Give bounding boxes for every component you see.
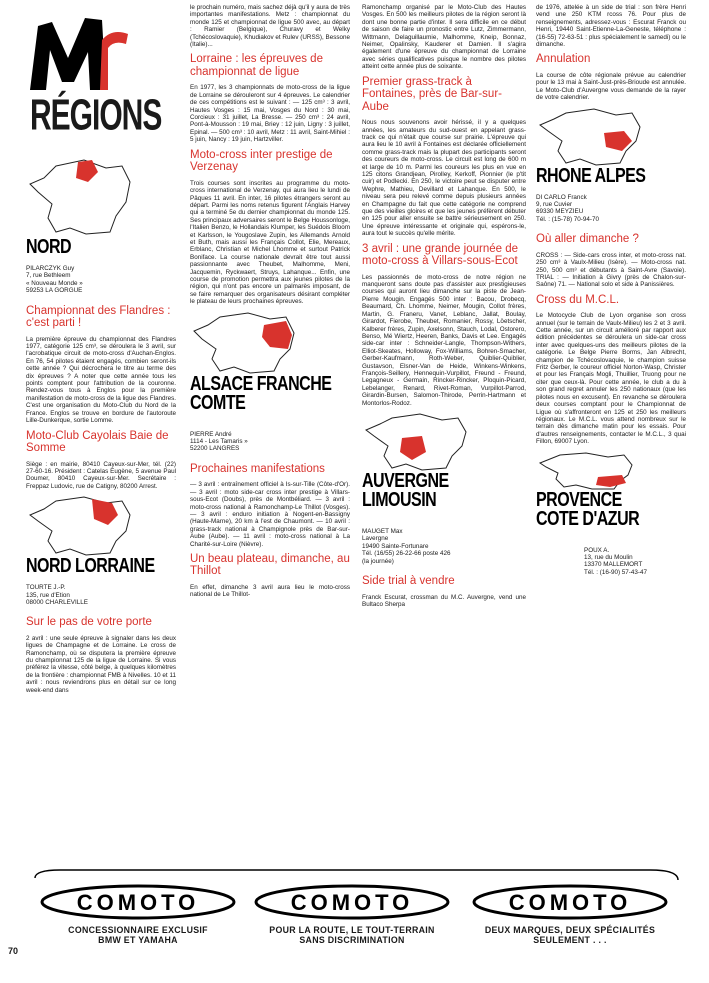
france-map-provence	[536, 451, 636, 491]
contact-line: Tél. : (15-78) 70-94-70	[536, 215, 599, 223]
article-intro-col4: de 1976, attelée à un side de trial : son frère Henri vend une 250 KTM rcoss 76. Pour plus de renseignements, adressez-vous : Escurat Franck ou Henri, 19440 Saint-Etienne-La-Geneste, téléphone : (16-55) 72-63-51 : plus spécialement le samedi) ou le dimanche.	[536, 4, 686, 49]
article-manifestations: — 3 avril : entraînement officiel à Is-sur-Tille (Côte-d'Or). — 3 avril : moto side-car cross inter prestige à Villars-sous-Ecot (Doubs), près de Montbéliard. — 3 avril : moto-cross national à Ramonchamp-Le Thillot (Vosges). — 3 avril : enduro initiation à Nogent-en-Bassigny (Haute-Marne), 20 km à l'est de Chaumont. — 10 avril : grass-track national à Champignole près de Bar-sur-Aube (Aube). — 11 avril : moto-cross national à La Charité-sur-Loire (Nièvre).	[190, 481, 350, 548]
ad-text-2: POUR LA ROUTE, LE TOUT-TERRAIN SANS DISCRIMINATION	[269, 925, 435, 945]
article-intro-col3: Ramonchamp organisé par le Moto-Club des Hautes Vosges. En 500 les meilleurs pilotes de la région seront là dont une bonne partie d'inter. Il sera difficile en ce début de saison de faire un pronostic entre Lutz, Zimmermann, Wittmann, Delaguillaumie, Malhomme, Kneip, Bonnaz, Neimer, Opalinsky, Kauderer et Damien. Il s'agira également d'une épreuve du championnat de Lorraine avec séries qualificatives puisque le nombre des pilotes atteint cette année plus de soixante.	[362, 4, 526, 71]
article-flandres: La première épreuve du championnat des Flandres 1977, catégorie 125 cm³, se déroulera le 3 avril, sur l'acrobatique circuit de moto-cross d'Auchan-Englos. En 76, 54 pilotes étaient engagés, combien seront-ils cette année ? Qui décrochera le titre au terme des dix épreuves ? A noter que cette année tous les points comptent pour l'attribution de la couronne. Rendez-vous tous à Englos pour la première manifestation de moto-cross de la ligue des Flandres. C'est une organisation du Moto-Club du Nord de la France. Englos se trouve en bordure de l'autoroute Lille-Dunkerque, sortie Lomme.	[26, 335, 176, 425]
heading-porte: Sur le pas de votre porte	[26, 616, 152, 629]
contact-alsace	[190, 431, 350, 453]
france-map-nord-lorraine	[26, 495, 136, 557]
heading-grass-track: Premier grass-track à Fontaines, près de Bar-sur-Aube	[362, 75, 502, 113]
region-name-rhone-alpes: RHONE ALPES	[536, 165, 646, 187]
heading-flandres: Championnat des Flandres : c'est parti !	[26, 304, 171, 330]
column-1	[26, 158, 176, 699]
magazine-logo-m	[30, 18, 130, 95]
contact-line: DI CARLO Franck	[536, 193, 587, 201]
article-grass-track: Nous nous souvenons avoir hérissé, il y a quelques années, les amateurs du sud-ouest en appelant grass-track ce qui n'était que course sur prairie. L'épreuve qui aura lieu le 10 avril à Fontaines est déclarée officiellement comme grass-track mais la plupart des participants seront des coureurs de moto-cross. Le circuit est long de 600 m et large de 10 m. Parmi les coureurs les plus en vue en 125 citons Grandjean, Pirolley, Kerkoff, Pionnier (le p'tit cuir) et Podlecki. En 250, le victoire peut se disputer entre Wephre, Mathieu, Devillard et Lahanque. En 500, le niveau sera peu relevé comme depuis plusieurs années en Champagne du fait que cette catégorie ne comprend que des vieilles gloires et que les jeunes préfèrent débuter en 125 pour aller ensuite se battre sérieusement en 250. Une épreuve intéressante et originale qui, espérons-le, aura tout le succès qu'elle mérite.	[362, 119, 526, 238]
region-name-alsace-franche-comte: ALSACE FRANCHE COMTE	[190, 373, 332, 414]
article-cayolais: Siège : en mairie, 80410 Cayeux-sur-Mer, tél. (22) 27-60-16. Président : Catelas Eugène, 5 avenue Paul Doumer, 80410 Cayeux-sur-Mer. Secrétaire : Freppaz Ludovic, rue de Catigny, 80200 Arrest.	[26, 460, 176, 490]
france-map-rhone-alpes	[536, 107, 646, 167]
contact-line: 1114 - Les Tamaris »	[190, 438, 248, 445]
comoto-logo-2	[252, 880, 452, 922]
contact-line: 135, rue d'Etion	[26, 591, 70, 599]
comoto-logo-3	[470, 880, 670, 922]
contact-rhone-alpes	[536, 194, 686, 224]
comoto-logo-1	[38, 880, 238, 922]
region-name-nord: NORD	[26, 236, 72, 258]
contact-line: 9, rue Cuvier	[536, 200, 573, 208]
heading-mcl: Cross du M.C.L.	[536, 293, 620, 306]
contact-line: PIERRE André	[190, 430, 232, 438]
ad-text-3: DEUX MARQUES, DEUX SPÉCIALITÉS SEULEMENT . . .	[484, 925, 656, 945]
heading-plateau: Un beau plateau, dimanche, au Thillot	[190, 552, 350, 578]
region-name-provence: PROVENCE COTE D'AZUR	[536, 489, 640, 530]
ad-text-1: CONCESSIONNAIRE EXCLUSIF BMW ET YAMAHA	[68, 925, 208, 945]
france-map-alsace	[190, 311, 300, 375]
contact-nord-lorraine	[26, 584, 176, 606]
article-porte: 2 avril : une seule épreuve à signaler dans les deux ligues de Champagne et de Lorraine. Le cross de Ramonchamp, où se disputera la première épreuve du championnat 125 de la ligue de Lorraine. Si vous préférez la vitesse, côté belge, à quelques kilomètres de la frontière : championnat FMB à Nivelles. 10 et 11 avril : nous reviendrons plus en détail sur ce long week-end dans	[26, 634, 176, 694]
contact-line: 13, rue du Moulin	[584, 553, 633, 561]
contact-nord	[26, 265, 176, 295]
article-intro-col2: le prochain numéro, mais sachez déjà qu'il y aura de très importantes manifestations. Metz : championnat du monde 125 et championnat de ligue 500 avec, au départ : Ramier (Belgique), Churavy et Welky (Tchécoslovaquie), Khudiakov et Rulev (URSS), Bessone (Italie)...	[190, 4, 350, 49]
heading-verzenay: Moto-cross inter prestige de Verzenay	[190, 148, 333, 174]
contact-line: (la journée)	[362, 557, 394, 565]
column-4	[536, 4, 686, 576]
brand-text: COMOTO	[290, 890, 414, 915]
contact-line: 08000 CHARLEVILLE	[26, 598, 88, 606]
brand-text: COMOTO	[76, 890, 200, 915]
contact-line: Tél. : (16-90) 57-43-47	[584, 568, 647, 576]
brand-text: COMOTO	[508, 890, 632, 915]
contact-line: Tél. (16/55) 26-22-66 poste 426	[362, 550, 451, 558]
contact-line: MAUGET Max	[362, 527, 403, 535]
france-map-auvergne	[362, 412, 472, 472]
article-side-trial: Franck Escurat, crossman du M.C. Auvergne, vend une Bultaco Sherpa	[362, 593, 526, 608]
article-verzenay: Trois courses sont inscrites au programme du moto-cross international de Verzenay, qui aura lieu le lundi de Pâques 11 avril. En inter, 16 pilotes étrangers seront au départ. Parmi les noms retenus figurent l'Anglais Harvey qui a terminé 5e du dernier championnat du monde 125. Ses principaux adversaires seront le Belge Houssonloge, l'Italien Benzo, le Hollandais Klumper, les Suédois Bloom et Karlsson, le Yougoslave Zupin, les Allemands Arnold et Buth, mais aussi les Français Collot, Elie, Mereaux, Erblanc, Christian et Michel Lhomme et surtout Patrick Boniface. La course nationale devrait être tout aussi passionnante avec Theubet, Malhomme, Meni, Jacquemin, Ryckwaert, Struys, Lahanque... Enfin, une course de promotion permettra aux jeunes pilotes de la région, qui n'ont pas encore un palmarès imposant, de se faire remarquer des organisateurs désirant compléter le plateau de leurs prochaines épreuves.	[190, 179, 350, 306]
contact-line: Lavergne	[362, 535, 389, 543]
contact-line: POUX A.	[584, 546, 610, 554]
heading-lorraine: Lorraine : les épreuves de championnat de ligue	[190, 53, 323, 78]
heading-villars: 3 avril : une grande journée de moto-cross à Villars-sous-Ecot	[362, 242, 518, 268]
page-title: RÉGIONS	[30, 92, 162, 140]
region-name-auvergne-limousin: AUVERGNE LIMOUSIN	[362, 470, 449, 511]
article-dimanche: CROSS : — Side-cars cross inter, et moto-cross nat. 250 cm³ à Vaulx-Milieu (Isère). — Moto-cross nat. 250, 500 cm³ et débutants à Saint-Avre (Savoie). TRIAL : — Initiation à Givry (près de Chalon-sur-Saône) 71. — National solo et side à Panissières.	[536, 251, 686, 289]
page-number: 70	[8, 946, 19, 956]
heading-side-trial: Side trial à vendre	[362, 575, 455, 587]
contact-line: 19490 Sainte-Fortunare	[362, 542, 429, 550]
contact-line: « Nouveau Monde »	[26, 279, 83, 287]
contact-line: 13370 MALLEMORT	[584, 561, 643, 569]
article-lorraine: En 1977, les 3 championnats de moto-cross de la ligue de Lorraine se dérouleront sur 4 épreuves. Le calendrier de ces compétitions est le suivant : — 125 cm³ : 3 avril, Hautes Vosges : 15 mai, Vosges du Nord : 30 mai, Corcieux : 31 juillet, La Bresse. — 250 cm³ : 24 avril, Pont-à-Mousson : 19 mai, Briey : 12 juin, Ligny : 3 juillet, Epinal. — 500 cm³ : 10 avril, Metz : 11 avril, Saint-Mihiel : 5 juin, Nancy : 19 juin, Hartzviller.	[190, 84, 350, 144]
contact-line: PILARCZYK Guy	[26, 265, 75, 272]
heading-dimanche: Où aller dimanche ?	[536, 233, 639, 246]
contact-auvergne	[362, 528, 526, 565]
contact-line: 52200 LANGRES	[190, 445, 240, 453]
heading-cayolais: Moto-Club Cayolais Baie de Somme	[26, 429, 169, 454]
contact-provence	[584, 547, 686, 577]
comoto-advertisement	[30, 868, 680, 958]
region-name-nord-lorraine: NORD LORRAINE	[26, 555, 155, 578]
column-3	[362, 4, 526, 613]
column-2	[190, 4, 350, 604]
article-villars: Les passionnés de moto-cross de notre région ne manqueront sans doute pas d'assister aux prestigieuses courses qui auront lieu dimanche sur la piste de Jean-Pierre Mougin. Engagés 500 inter : Bacou, Drobecq, Beaumard, Ch. Lhomme, Neimer, Mougin, Collot frères, Martin, G. Franeru, Vanet, Leblanc, Jallat, Boulay, Girardot, Fierobe, Theubet, Romanier, Rossy, Löetscher, Kalberer frères, Zupin, Axelsonn, Stauch, Lodal, Ostorero, Benso, Mé Wiertz, Heeren, Banks, Davis et Lee. Engagés side-car inter : Schneider-Langle, Thompson-Withers, Elliot-Skeates, Holloway, Fox-Williams, Bohren-Smacher, Gerber-Kaufmann, Roth-Weber, Quiblier-Quiblier, Gustavson, Elsner-Van de Heide, Winkens-Winkens, François-Seillery, Hennequin-Vurpillot, Freund - Freund, Legagneux - Germain, Rincker-Rincker, Ploquin-Picard, Lebelanger, Renard, Rivet-Roman, Vurpillot-Parrod, Girardin-Bursen, Salomon-Thirode, Perrin-Hartmann et Montorlos-Rodoz.	[362, 273, 526, 407]
article-mcl: Le Motocycle Club de Lyon organise son cross annuel (sur le terrain de Vaulx-Milieu) les 2 et 3 avril. Cette année, sur un circuit amélioré par rapport aux édition précédentes se déroulera un side-car cross inter avec quelques-uns des meilleurs pilotes de la catégorie. Le Belge Pierre Borms, Jan Albrecht, champion de Tchécoslovaquie, le champion suisse Fritz Gerber, le coureur officiel Norton-Wasp, Christer et pour les Français Mogli, Thuillier, Truong pour ne citer que ceux-là. Pour cette année, le club a du à son grand regret annuler les 250 nationaux (que les pilotes nous en excusent). En revanche se déroulera deux courses comptant pour le Championnat de Ligue où s'affronteront en 125 et 250 les meilleurs régionaux. Le M.C.L. vous attend nombreux sur le terrain dès dimanche matin pour les essais. Pour d'autres renseignements, contacter le M.C.L., 3 quai Fillon, 69007 Lyon.	[536, 312, 686, 446]
contact-line: 7, rue Bethleem	[26, 272, 71, 280]
contact-line: 59253 LA GORGUE	[26, 287, 83, 295]
article-plateau: En effet, dimanche 3 avril aura lieu le moto-cross national de Le Thillot-	[190, 583, 350, 599]
article-annulation: La course de côte régionale prévue au calendrier pour le 13 mai à Saint-Just-près-Brioude est annulée. Le Moto-Club d'Auvergne vous demande de la rayer de votre calendrier.	[536, 71, 686, 102]
contact-line: 69330 MEYZIEU	[536, 208, 584, 216]
france-map-nord	[26, 158, 136, 238]
contact-line: TOURTE J.-P.	[26, 584, 66, 592]
heading-manifestations: Prochaines manifestations	[190, 462, 325, 475]
heading-annulation: Annulation	[536, 53, 591, 66]
